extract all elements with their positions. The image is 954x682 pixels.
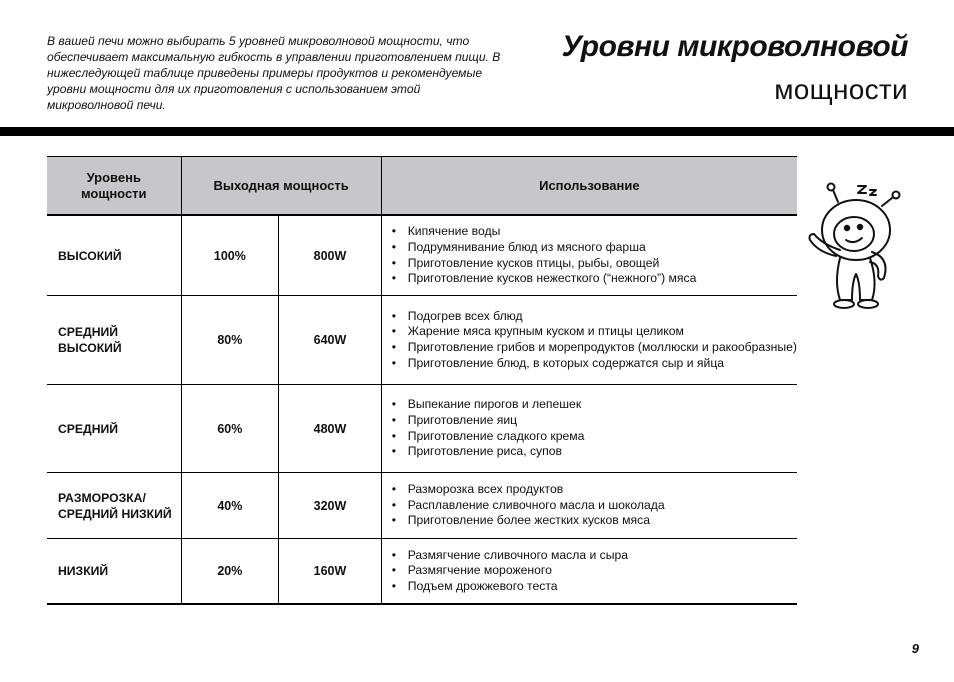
- level-cell: [47, 296, 181, 385]
- list-item: • Размягчение сливочного масла и сыра: [392, 548, 797, 564]
- uses-cell: [381, 385, 797, 473]
- level-cell: НИЗКИЙ: [47, 539, 181, 605]
- level-line: РАЗМОРОЗКА/: [58, 490, 146, 505]
- power-levels-table: [47, 156, 797, 605]
- level-cell: ВЫСОКИЙ: [47, 215, 181, 296]
- level-cell: СРЕДНИЙ: [47, 385, 181, 473]
- percent-cell: 80%: [181, 296, 279, 385]
- mascot-illustration-icon: [800, 182, 910, 312]
- percent-cell: 100%: [181, 215, 279, 296]
- list-item: • Приготовление кусков нежесткого (“нежного”) мяса: [392, 271, 797, 287]
- table-row: [47, 539, 797, 605]
- watts-cell: 640W: [279, 296, 381, 385]
- watts-cell: 480W: [279, 385, 381, 473]
- list-item: • Расплавление сливочного масла и шоколада: [392, 498, 797, 514]
- uses-cell: [381, 296, 797, 385]
- list-item: • Подогрев всех блюд: [392, 309, 797, 325]
- list-item: • Приготовление грибов и морепродуктов (моллюски и ракообразные): [392, 340, 797, 356]
- list-item: • Выпекание пирогов и лепешек: [392, 397, 797, 413]
- header-output: Выходная мощность: [181, 157, 381, 216]
- uses-cell: [381, 539, 797, 605]
- page-subtitle: мощности: [774, 74, 908, 105]
- uses-cell: [381, 473, 797, 539]
- table-row: [47, 473, 797, 539]
- list-item: • Приготовление яиц: [392, 413, 797, 429]
- level-cell: [47, 473, 181, 539]
- percent-cell: 40%: [181, 473, 279, 539]
- percent-cell: 20%: [181, 539, 279, 605]
- header-rule: [0, 127, 954, 136]
- uses-cell: [381, 215, 797, 296]
- watts-cell: 320W: [279, 473, 381, 539]
- percent-cell: 60%: [181, 385, 279, 473]
- list-item: • Приготовление блюд, в которых содержатся сыр и яйца: [392, 356, 797, 372]
- list-item: • Жарение мяса крупным куском и птицы целиком: [392, 324, 797, 340]
- list-item: • Подъем дрожжевого теста: [392, 579, 797, 595]
- list-item: • Приготовление более жестких кусков мяса: [392, 513, 797, 529]
- table-row: [47, 385, 797, 473]
- list-item: • Приготовление сладкого крема: [392, 429, 797, 445]
- list-item: • Кипячение воды: [392, 224, 797, 240]
- list-item: • Подрумянивание блюд из мясного фарша: [392, 240, 797, 256]
- level-line: СРЕДНИЙ: [58, 325, 119, 339]
- table-header-row: [47, 157, 797, 216]
- list-item: • Размягчение мороженого: [392, 563, 797, 579]
- header-level: Уровень мощности: [47, 157, 181, 216]
- watts-cell: 800W: [279, 215, 381, 296]
- level-line: ВЫСОКИЙ: [58, 341, 122, 355]
- watts-cell: 160W: [279, 539, 381, 605]
- level-line: СРЕДНИЙ НИЗКИЙ: [58, 506, 172, 521]
- list-item: • Приготовление кусков птицы, рыбы, овощей: [392, 256, 797, 272]
- page-title: Уровни микроволновой: [561, 30, 908, 63]
- table-row: [47, 296, 797, 385]
- list-item: • Приготовление риса, супов: [392, 444, 797, 460]
- intro-paragraph: В вашей печи можно выбирать 5 уровней микроволновой мощности, что обеспечивает максимальную гибкость в управлении приготовлением пищи. В нижеследующей таблице приведены примеры продуктов и рекомендуемые уровни мощности для их приготовления с использованием этой микроволновой печи.: [47, 34, 501, 112]
- header-usage: Использование: [381, 157, 797, 216]
- table-row: [47, 215, 797, 296]
- list-item: • Разморозка всех продуктов: [392, 482, 797, 498]
- page-number: 9: [911, 641, 919, 656]
